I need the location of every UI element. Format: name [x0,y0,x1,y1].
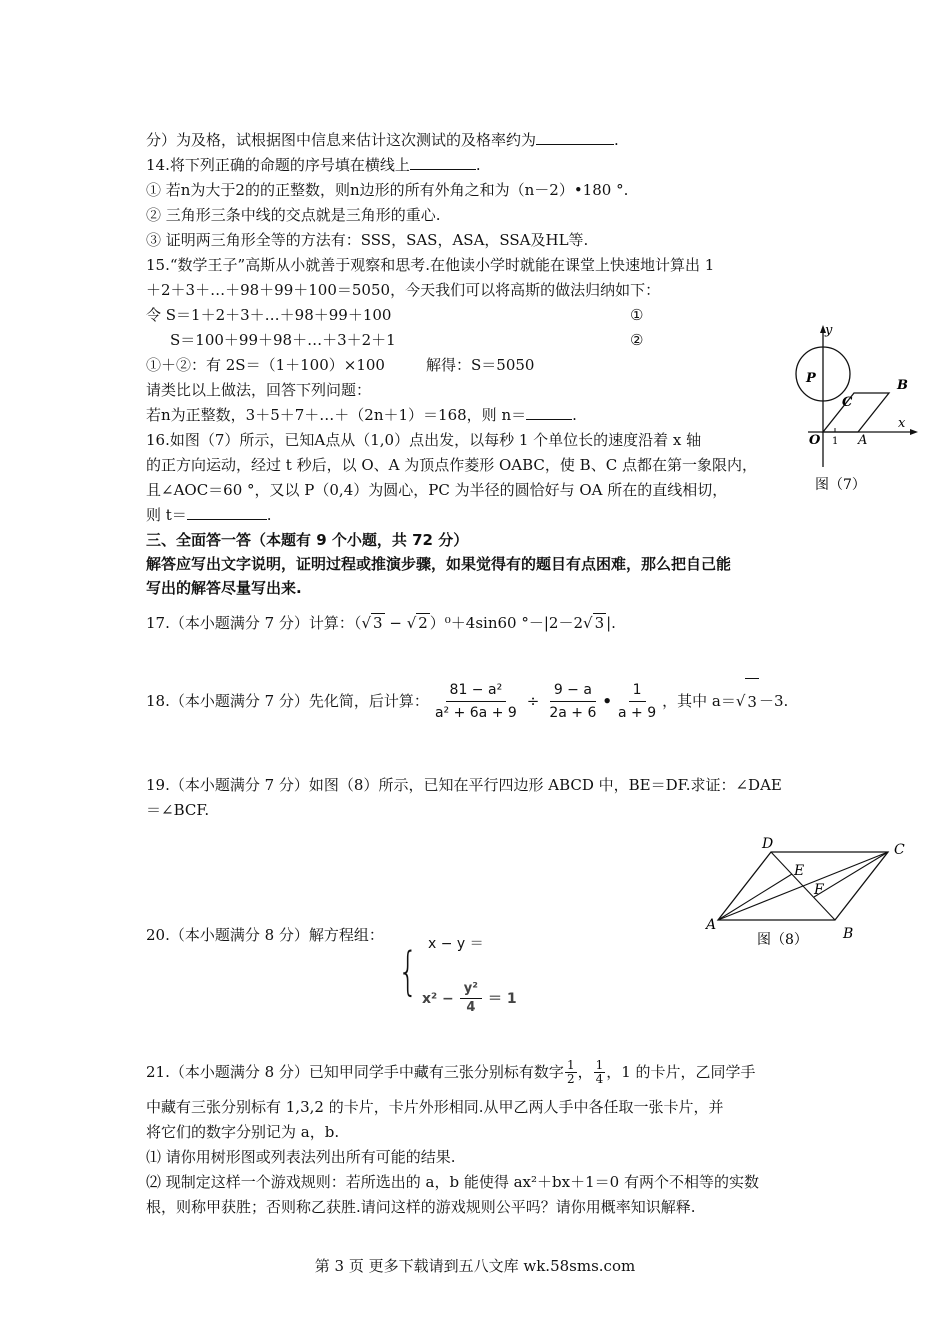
page-footer: 第 3 页 更多下载请到五八文库 wk.58sms.com [314,1257,636,1275]
segment-ae [718,874,792,920]
label-c: C [894,842,905,858]
brace: { [398,942,418,1002]
equation-marker: ① [630,306,644,324]
x-label: x [898,416,906,431]
text-line: 若n为正整数，3＋5＋7＋…＋（2n＋1）＝168，则 n＝ . [146,406,577,424]
text-line: ⑴ 请你用树形图或列表法列出所有可能的结果. [146,1148,456,1166]
answer-blank [526,405,572,420]
question-15: 15.“数学王子”高斯从小就善于观察和思考.在他读小学时就能在课堂上快速地计算出 1 [146,256,715,274]
equation-marker: ② [630,331,644,349]
label-b: B [843,926,854,942]
fraction-3: $\frac{1}{a + 9}$ [618,681,657,721]
text-line: 的正方向运动，经过 t 秒后，以 O、A 为顶点作菱形 OABC，使 B、C 点都在第一象限内， [146,456,757,474]
fraction-2: $\frac{9 - a}{2a + 6}$ [549,681,597,721]
q14-option-2: ② 三角形三条中线的交点就是三角形的重心. [146,206,441,224]
text-line: 请类比以上做法，回答下列问题： [146,381,372,399]
label-o: O [809,433,821,448]
answer-blank [536,130,614,145]
fraction-1: $\frac{\text{81 − a²}}{\text{a² + 6a + 9}}$ [434,681,517,721]
figure-8 [700,830,915,950]
equation-1: x − y ＝ [428,936,484,952]
text-line: 根，则称甲获胜；否则称乙获胜.请问这样的游戏规则公平吗？请你用概率知识解释. [146,1198,696,1216]
sqrt-symbol: √ [583,614,593,632]
text-line: 中藏有三张分别标有 1,3,2 的卡片，卡片外形相同.从甲乙两人手中各任取一张卡片，并 [146,1098,724,1116]
question-21: 21.（本小题满分 8 分）已知甲同学手中藏有三张分别标有数字 $\frac{1}{2}$ ， $\frac{1}{4}$ ，1 的卡片，乙同学手 [146,1057,756,1086]
q14-option-1: ① 若n为大于2的的正整数，则n边形的所有外角之和为（n－2）•180 °. [146,181,629,199]
answer-blank [187,505,267,520]
fraction-quarter: $\frac{1}{4}$ [595,1057,604,1086]
question-20: 20.（本小题满分 8 分）解方程组： [146,926,384,944]
text-line: 将它们的数字分别记为 a，b. [146,1123,340,1141]
fraction-half: $\frac{1}{2}$ [566,1057,575,1086]
figure-7-caption: 图（7） [815,477,866,493]
text-line: S＝100＋99＋98＋…＋3＋2＋1 [170,331,396,349]
figure-8-caption: 图（8） [757,932,808,948]
sqrt-symbol: √ [406,614,417,632]
text-line: 分）为及格，试根据图中信息来估计这次测试的及格率约为 . [146,131,619,149]
answer-blank [410,155,476,170]
text-line: ＝∠BCF. [146,801,210,819]
question-16: 16.如图（7）所示，已知A点从（1,0）点出发，以每秒 1 个单位长的速度沿着 x 轴 [146,431,702,449]
segment-cf [814,852,888,897]
question-17: 17.（本小题满分 7 分）计算：（√ 3 − √ 2 ）⁰＋4sin60 °－|2－2√ 3 |. [146,614,616,632]
fraction: $\frac{\text{y²}}{4}$ [460,982,482,1015]
figure-7 [790,325,920,497]
question-18: 18.（本小题满分 7 分）先化简，后计算： $\frac{\text{81 − a²}}{\text{a² + 6a + 9}}$ ÷ $\frac{9 - a}{2a + 6}$ • $\frac{1}{a + 9}$ ，其中 a＝ √ 3 －3. [146,678,788,724]
label-p: P [806,371,816,386]
y-label: y [825,325,833,338]
q14-option-3: ③ 证明两三角形全等的方法有：SSS，SAS，ASA，SSA及HL等. [146,231,589,249]
label-e: E [794,863,805,879]
text-line: 且∠AOC＝60 °，又以 P（0,4）为圆心，PC 为半径的圆恰好与 OA 所在的直线相切， [146,481,728,499]
label-c: C [842,395,853,410]
x-axis-arrow [910,429,918,435]
section-3-heading: 三、全面答一答（本题有 9 个小题，共 72 分） [146,531,469,549]
question-14: 14.将下列正确的命题的序号填在横线上 . [146,156,481,174]
label-a: A [706,917,717,933]
question-19: 19.（本小题满分 7 分）如图（8）所示，已知在平行四边形 ABCD 中，BE＝DF.求证：∠DAE [146,776,782,794]
text-line: ①＋②：有 2S＝（1＋100）×100 [146,356,385,374]
text-line: ＋2＋3＋…＋98＋99＋100＝5050，今天我们可以将高斯的做法归纳如下： [146,281,661,299]
text-line: 解得：S＝5050 [426,356,535,374]
sqrt-symbol: √ [735,692,746,710]
label-f: F [814,882,824,898]
section-3-instruction: 解答应写出文字说明，证明过程或推演步骤，如果觉得有的题目有点困难，那么把自己能 [146,555,732,573]
text-line: ⑵ 现制定这样一个游戏规则：若所选出的 a，b 能使得 ax²＋bx＋1＝0 有两个不相等的实数 [146,1173,759,1191]
text-line: 则 t＝ . [146,506,272,524]
equation-2: x² − $\frac{\text{y²}}{4}$ ＝ 1 [422,981,517,1015]
section-3-instruction: 写出的解答尽量写出来. [146,579,302,597]
label-b: B [897,378,908,393]
label-one: 1 [832,436,839,447]
label-a: A [858,433,868,448]
label-d: D [762,836,774,852]
text-line: 令 S＝1＋2＋3＋…＋98＋99＋100 [146,306,392,324]
sqrt-symbol: √ [361,614,371,632]
